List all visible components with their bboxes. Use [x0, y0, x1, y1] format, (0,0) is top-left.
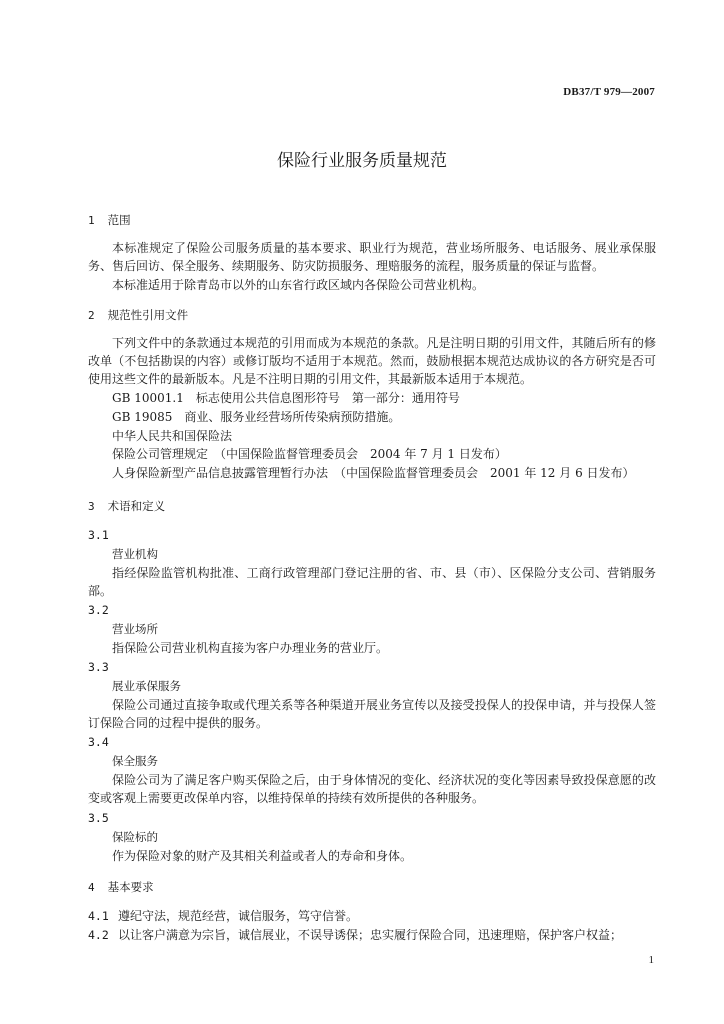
requirement-item: [88, 907, 656, 925]
term-definition: 指经保险监管机构批准、工商行政管理部门登记注册的省、市、县（市）、区保险分支公司、营销服务部。: [88, 566, 656, 598]
section-2-paragraph-1: 下列文件中的条款通过本规范的引用而成为本规范的条款。凡是注明日期的引用文件，其随后所有的修改单（不包括勘误的内容）或修订版均不适用于本规范。然而，鼓励根据本规范达成协议的各方研究是否可使用这些文件的最新版本。凡是不注明日期的引用文件，其最新版本适用于本规范。: [88, 336, 656, 386]
reference-item: 中华人民共和国保险法: [112, 429, 233, 443]
requirement-number: 4.2: [88, 928, 109, 942]
section-4-heading: [88, 878, 656, 897]
reference-item: 保险公司管理规定 （中国保险监督管理委员会 2004 年 7 月 1 日发布）: [112, 447, 507, 461]
term-definition: 指保险公司营业机构直接为客户办理业务的营业厅。: [112, 641, 389, 655]
section-3-heading: [88, 497, 656, 516]
section-number: 4: [88, 881, 95, 894]
section-number: 2: [88, 309, 95, 322]
reference-item: GB 10001.1 标志使用公共信息图形符号 第一部分：通用符号: [112, 391, 460, 405]
requirement-text: 遵纪守法，规范经营，诚信服务，笃守信誉。: [118, 909, 359, 923]
section-2-heading: [88, 306, 656, 325]
term-definition: 作为保险对象的财产及其相关利益或者人的寿命和身体。: [112, 849, 413, 863]
section-number: 3: [88, 500, 95, 513]
term-number: 3.2: [88, 603, 109, 617]
term-definition: 保险公司为了满足客户购买保险之后，由于身体情况的变化、经济状况的变化等因素导致投保意愿的改变或客观上需要更改保单内容，以维持保单的持续有效所提供的各种服务。: [88, 773, 656, 805]
term-name: 营业机构: [112, 547, 158, 561]
section-1-paragraph-2: 本标准适用于除青岛市以外的山东省行政区域内各保险公司营业机构。: [112, 278, 485, 292]
section-1-paragraph-1: 本标准规定了保险公司服务质量的基本要求、职业行为规范，营业场所服务、电话服务、展业承保服务、售后回访、保全服务、续期服务、防灾防损服务、理赔服务的流程，服务质量的保证与监督。: [88, 241, 656, 273]
requirement-item: [88, 926, 656, 944]
term-name: 保全服务: [112, 754, 158, 768]
term-name: 营业场所: [112, 622, 158, 636]
reference-item: GB 19085 商业、服务业经营场所传染病预防措施。: [112, 410, 401, 424]
section-1-heading: [88, 211, 656, 230]
term-name: 保险标的: [112, 830, 158, 844]
term-number: 3.4: [88, 735, 109, 749]
section-title: 规范性引用文件: [107, 308, 189, 322]
term-number: 3.5: [88, 811, 109, 825]
section-number: 1: [88, 214, 95, 227]
term-number: 3.3: [88, 660, 109, 674]
section-title: 术语和定义: [107, 499, 166, 513]
term-name: 展业承保服务: [112, 679, 181, 693]
document-title: 保险行业服务质量规范: [277, 151, 447, 171]
section-title: 范围: [107, 213, 131, 227]
requirement-text: 以让客户满意为宗旨，诚信展业，不误导诱保；忠实履行保险合同，迅速理赔，保护客户权益；: [118, 928, 623, 942]
reference-item: 人身保险新型产品信息披露管理暂行办法 （中国保险监督管理委员会 2001 年 12 月 6 日发布）: [112, 466, 635, 480]
term-definition: 保险公司通过直接争取或代理关系等各种渠道开展业务宣传以及接受投保人的投保申请，并与投保人签订保险合同的过程中提供的服务。: [88, 698, 656, 730]
document-code: DB37/T 979—2007: [563, 86, 655, 98]
section-title: 基本要求: [107, 880, 154, 894]
page-number: 1: [648, 954, 654, 966]
requirement-number: 4.1: [88, 909, 109, 923]
term-number: 3.1: [88, 528, 109, 542]
